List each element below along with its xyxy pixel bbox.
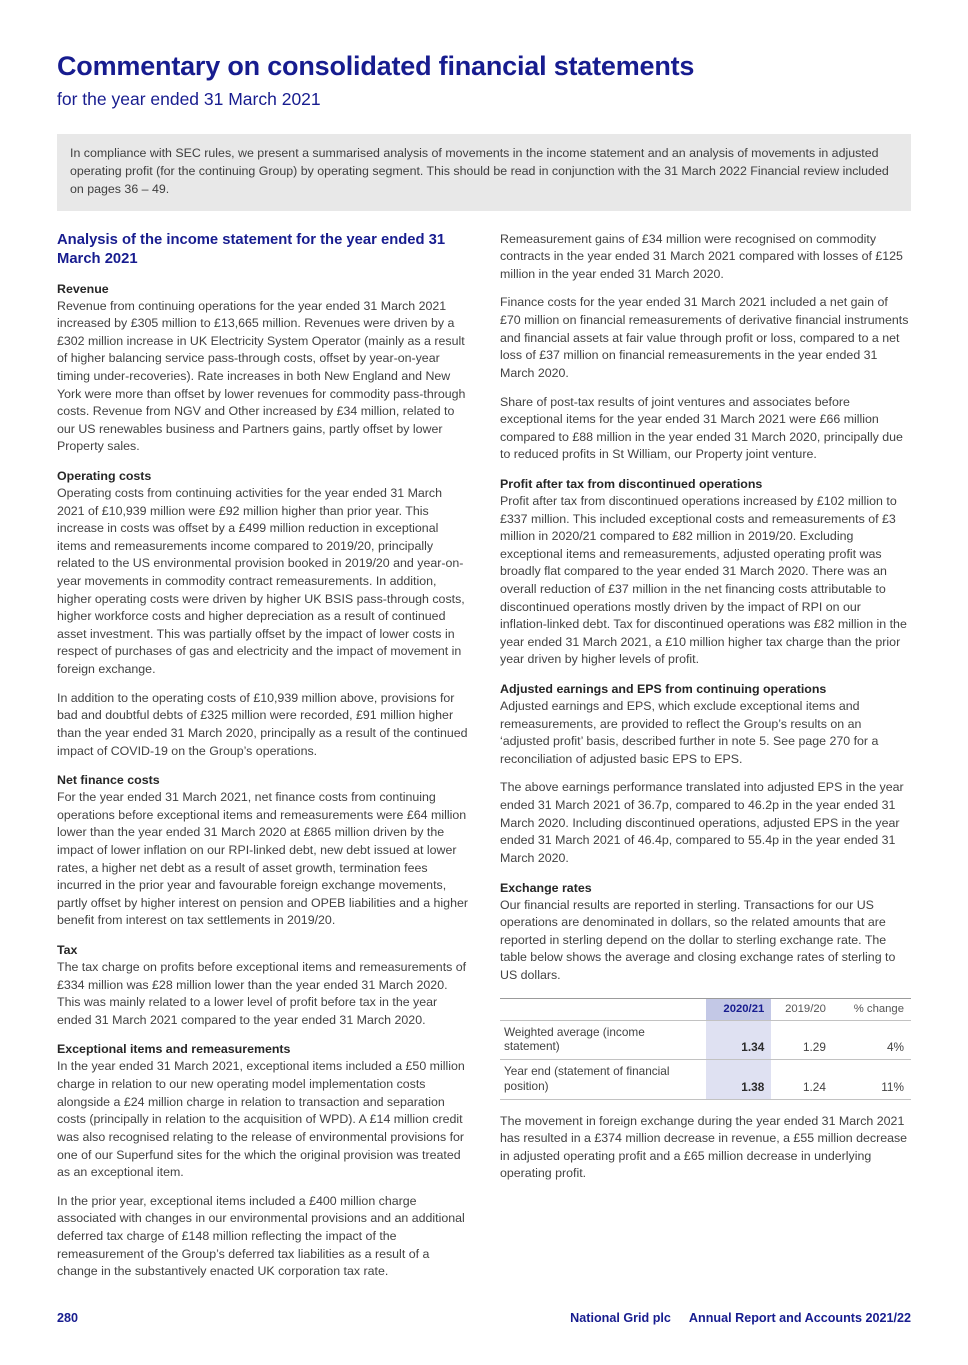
paragraph: In the prior year, exceptional items included a £400 million charge associated with changes in our environmental provisions and an additional deferred tax charge of £148 million reflecting the impact of the remeasurement of the Group’s deferred tax liabilities as a result of a change in the substantively enacted UK corporation tax rate. [57,1193,465,1279]
value-current: 1.34 [706,1020,772,1059]
page-footer [57,1311,911,1325]
section-exceptional-items [57,1042,468,1280]
row-label: Year end (statement of financial position) [500,1060,706,1099]
footer-report-info [552,1311,911,1325]
value-change: 11% [833,1060,911,1099]
two-column-body [57,231,911,1281]
paragraph: Adjusted earnings and EPS, which exclude exceptional items and remeasurements, are provided to reflect the Group’s results on an ‘adjusted profit’ basis, described further in note 5. See page 270 for a reconciliation of adjusted basic EPS to EPS. [500,699,879,766]
header-prior-year: 2019/20 [771,998,833,1020]
paragraph: In the year ended 31 March 2021, exceptional items included a £50 million charge in relation to our new operating model implementation costs alongside a £24 million charge in relation to transaction and separation costs (principally in relation to the acquisition of WPD). A £14 million credit was also recognised relating to the release of environmental provisions for one of our Superfund sites for the which the original provision was treated as an exceptional item. [57,1059,465,1180]
paragraph: The tax charge on profits before exceptional items and remeasurements of £334 million was £28 million lower than the year ended 31 March 2020. This was mainly related to a lower level of profit before tax in the year ended 31 March 2021 compared to the year ended 31 March 2020. [57,960,467,1027]
paragraph: In addition to the operating costs of £10,939 million above, provisions for bad and doubtful debts of £325 million were recorded, £91 million higher than the year ended 31 March 2020, principally as a result of the continued impact of COVID-19 on the Group’s operations. [57,690,468,758]
header-current-year: 2020/21 [706,998,772,1020]
section-discontinued-operations [500,477,911,669]
section-exchange-rates [500,881,911,1183]
section-operating-costs [57,469,468,760]
section-title: Exchange rates [500,880,592,895]
paragraph: Profit after tax from discontinued operations increased by £102 million to £337 million. This included exceptional costs and remeasurements of £3 million in 2020/21 compared to £82 million in 2019/20. Excluding exceptional items and remeasurements, adjusted operating profit was broadly flat compared to the year ended 31 March 2020. There was an overall reduction of £37 million in the net financing costs attributable to discontinued operations mostly driven by the impact of RPI on our inflation-linked debt. Tax for discontinued operations was £82 million in the year ended 31 March 2021, a £10 million higher tax charge than the prior year driven by higher levels of profit. [500,493,907,667]
paragraph: The movement in foreign exchange during the year ended 31 March 2021 has resulted in a £374 million decrease in revenue, a £55 million decrease in adjusted operating profit and a £65 million decrease in underlying operating profit. [500,1113,908,1181]
row-label: Weighted average (income statement) [500,1020,706,1059]
section-revenue [57,282,468,456]
section-title: Operating costs [57,469,152,483]
header-empty-cell [500,998,706,1020]
company-name: National Grid plc [570,1311,671,1325]
section-adjusted-earnings-eps [500,682,911,867]
paragraph: Finance costs for the year ended 31 March 2021 included a net gain of £70 million on financial remeasurements of derivative financial instruments and financial assets at fair value through profit or loss, compared to a net loss of £37 million on financial remeasurements in the year ended 31 March 2020. [500,295,909,380]
value-current: 1.38 [706,1060,772,1099]
paragraph: The above earnings performance translated into adjusted EPS in the year ended 31 March 2021 of 36.7p, compared to 46.2p in the year ended 31 March 2020. Including discontinued operations, adjusted EPS in the year ended 31 March 2021 of 46.4p, compared to 55.4p in the year ended 31 March 2020. [500,780,904,865]
paragraph: Operating costs from continuing activities for the year ended 31 March 2021 of £10,939 million were £92 million higher than prior year. This increase in costs was offset by a £499 million reduction in exceptional items and remeasurements income compared to 2019/20, principally related to the US environmental provision booked in 2019/20 and year-on-year movements in commodity contract remeasurements. In addition, higher operating costs were driven by higher UK BSIS pass-through costs, higher workforce costs and higher depreciation as a result of continued asset investment. This was partially offset by the impact of lower costs in respect of purchases of gas and electricity and the impact of movement in foreign exchange. [57,486,465,677]
section-title: Adjusted earnings and EPS from continuing operations [500,682,827,697]
value-prior: 1.29 [771,1020,833,1059]
paragraph: Our financial results are reported in sterling. Transactions for our US operations are denominated in dollars, so the related amounts that are reported in sterling depend on the dollar to sterling exchange rate. The table below shows the average and closing exchange rates of sterling to US dollars. [500,897,896,982]
header-percent-change: % change [833,998,911,1020]
sec-compliance-notice: In compliance with SEC rules, we present a summarised analysis of movements in the income statement and an analysis of movements in adjusted operating profit (for the continuing Group) by operating segment. This should be read in conjunction with the 31 March 2022 Financial review included on pages 36 – 49. [57,134,911,211]
value-change: 4% [833,1020,911,1059]
paragraph: Revenue from continuing operations for the year ended 31 March 2021 increased by £305 million to £13,665 million. Revenues were driven by a £302 million increase in UK Electricity System Operator (mainly as a result of higher balancing service pass-through costs, offset by year-on-year timing under-recoveries). Rate increases in both New England and New York were more than offset by lower revenues for commodity pass-through costs. Revenue from NGV and Other increased by £34 million, related to our US renewables business and Partners gains, partly offset by lower Property sales. [57,298,466,454]
table-row [500,1060,911,1099]
page-subtitle: for the year ended 31 March 2021 [57,88,321,109]
left-column [57,231,468,1281]
page-number: 280 [57,1311,79,1325]
section-title: Revenue [57,281,109,296]
exchange-rate-table [500,998,911,1100]
section-title: Tax [57,943,78,958]
value-prior: 1.24 [771,1060,833,1099]
paragraph: Share of post-tax results of joint ventures and associates before exceptional items for the year ended 31 March 2021 were £66 million compared to £88 million in the year ended 31 March 2020, principally due to reduced profits in St William, our Property joint venture. [500,394,903,462]
paragraph: For the year ended 31 March 2021, net finance costs from continuing operations before exceptional items and remeasurements were £64 million lower than the year ended 31 March 2020 at £865 million driven by the impact of lower inflation on our RPI-linked debt, new debt issued at lower rates, a higher net debt as a result of asset growth, termination fees incurred in the prior year and favourable foreign exchange movements, partly offset by higher interest on pension and OPEB liabilities and a higher benefit from interest on tax settlements in 2019/20. [57,790,468,928]
section-net-finance-costs [57,773,468,930]
table-row [500,1020,911,1059]
report-title: Annual Report and Accounts 2021/22 [688,1311,911,1325]
section-tax [57,943,468,1029]
section-title: Exceptional items and remeasurements [57,1042,291,1057]
paragraph: Remeasurement gains of £34 million were recognised on commodity contracts in the year ended 31 March 2021 compared with losses of £125 million in the year ended 31 March 2020. [500,231,903,281]
section-title: Profit after tax from discontinued operations [500,476,763,491]
right-column [500,231,911,1281]
section-title: Net finance costs [57,773,160,788]
analysis-heading: Analysis of the income statement for the year ended 31 March 2021 [57,231,446,267]
page-title: Commentary on consolidated financial statements [57,51,695,81]
page-header [57,52,911,110]
table-header-row [500,998,911,1020]
